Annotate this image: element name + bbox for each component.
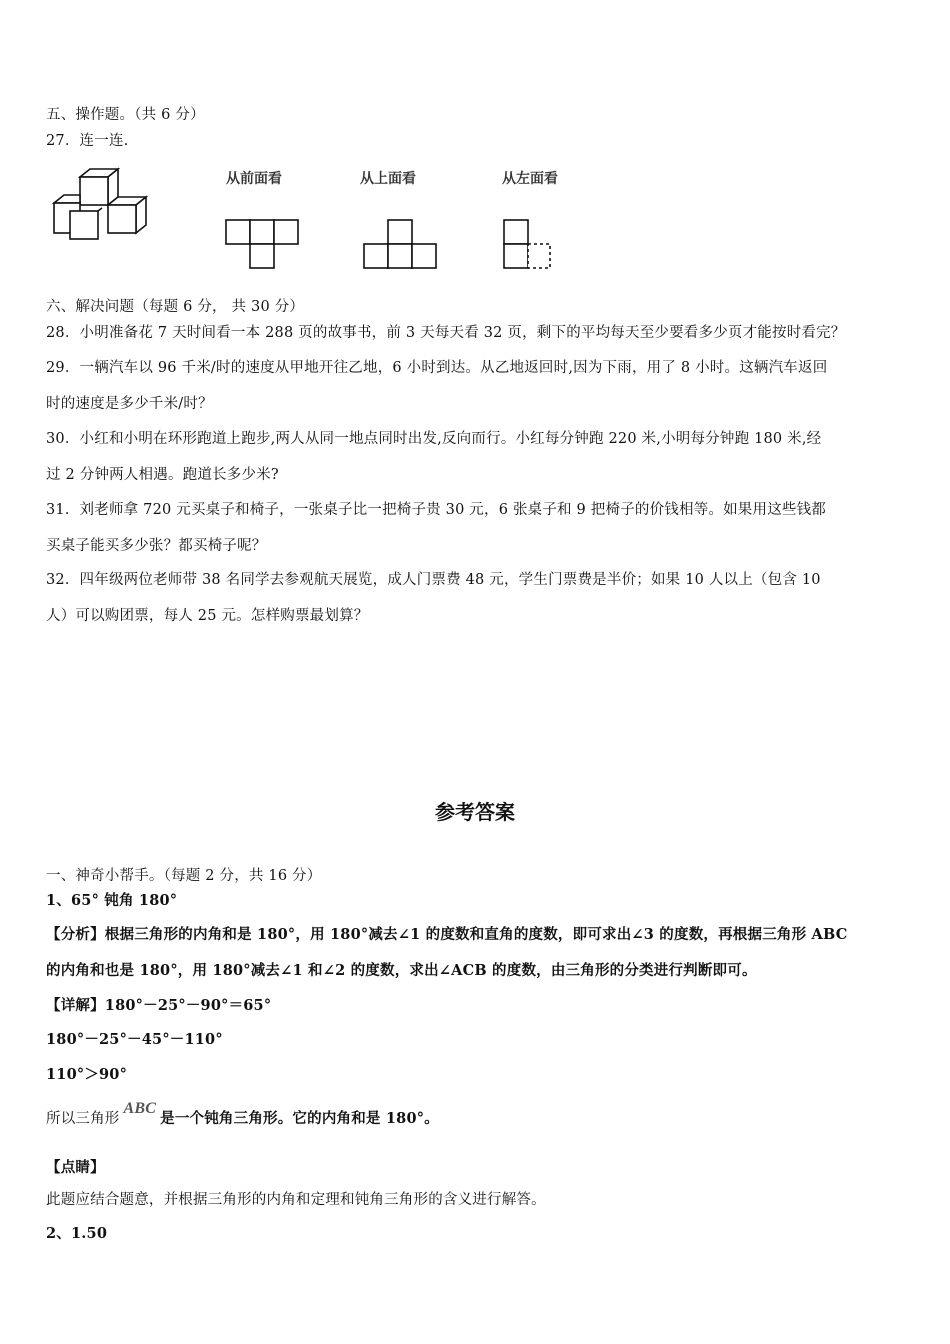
answer-2: 2、1.50 bbox=[46, 1225, 108, 1242]
analysis-line2: 的内角和也是 180°，用 180°减去∠1 和∠2 的度数，求出∠ACB 的度数，由三角形的分类进行判断即可。 bbox=[46, 962, 757, 979]
triangle-abc-label: ABC bbox=[123, 1100, 157, 1117]
question-32-line1: 32．四年级两位老师带 38 名同学去参观航天展览，成人门票费 48 元，学生门票费是半价；如果 10 人以上（包含 10 bbox=[46, 572, 821, 588]
question-29-line2: 时的速度是多少千米/时？ bbox=[46, 396, 213, 412]
left-view-figure bbox=[502, 218, 558, 272]
caption-front-view: 从前面看 bbox=[226, 171, 282, 187]
caption-left-view: 从左面看 bbox=[502, 171, 558, 187]
section6-heading: 六、解决问题（每题 6 分， 共 30 分） bbox=[46, 299, 305, 315]
front-view-figure bbox=[224, 218, 304, 272]
detail-step3: 110°＞90° bbox=[46, 1066, 128, 1083]
analysis-line1: 【分析】根据三角形的内角和是 180°，用 180°减去∠1 的度数和直角的度数，即可求出∠3 的度数，再根据三角形 ABC bbox=[46, 926, 848, 943]
question-30-line1: 30．小红和小明在环形跑道上跑步,两人从同一地点同时出发,反向而行。小红每分钟跑 220 米,小明每分钟跑 180 米,经 bbox=[46, 431, 822, 447]
detail-step1: 【详解】180°－25°－90°＝65° bbox=[46, 997, 272, 1014]
section5-heading: 五、操作题。（共 6 分） bbox=[46, 107, 205, 123]
conclusion-suffix: 是一个钝角三角形。它的内角和是 180°。 bbox=[160, 1110, 439, 1127]
answer-1: 1、65° 钝角 180° bbox=[46, 892, 178, 909]
conclusion bbox=[46, 1100, 439, 1128]
question-27: 27．连一连. bbox=[46, 133, 129, 149]
cube-stack-figure bbox=[50, 165, 150, 247]
comment-text: 此题应结合题意，并根据三角形的内角和定理和钝角三角形的含义进行解答。 bbox=[46, 1192, 546, 1208]
detail-step2: 180°－25°－45°－110° bbox=[46, 1031, 223, 1048]
question-31-line2: 买桌子能买多少张？都买椅子呢？ bbox=[46, 538, 267, 554]
question-32-line2: 人）可以购团票，每人 25 元。怎样购票最划算？ bbox=[46, 608, 369, 624]
answers-section1-heading: 一、神奇小帮手。（每题 2 分，共 16 分） bbox=[46, 868, 322, 884]
question-29-line1: 29．一辆汽车以 96 千米/时的速度从甲地开往乙地，6 小时到达。从乙地返回时,因为下雨，用了 8 小时。这辆汽车返回 bbox=[46, 360, 828, 376]
question-30-line2: 过 2 分钟两人相遇。跑道长多少米? bbox=[46, 467, 279, 483]
conclusion-prefix: 所以三角形 bbox=[46, 1111, 120, 1127]
question-28: 28．小明准备花 7 天时间看一本 288 页的故事书，前 3 天每天看 32 页，剩下的平均每天至少要看多少页才能按时看完？ bbox=[46, 325, 846, 341]
caption-top-view: 从上面看 bbox=[360, 171, 416, 187]
comment-label: 【点睛】 bbox=[46, 1159, 105, 1176]
top-view-figure bbox=[362, 218, 442, 272]
answers-title: 参考答案 bbox=[435, 800, 515, 824]
question-31-line1: 31．刘老师拿 720 元买桌子和椅子，一张桌子比一把椅子贵 30 元，6 张桌子和 9 把椅子的价钱相等。如果用这些钱都 bbox=[46, 502, 826, 518]
